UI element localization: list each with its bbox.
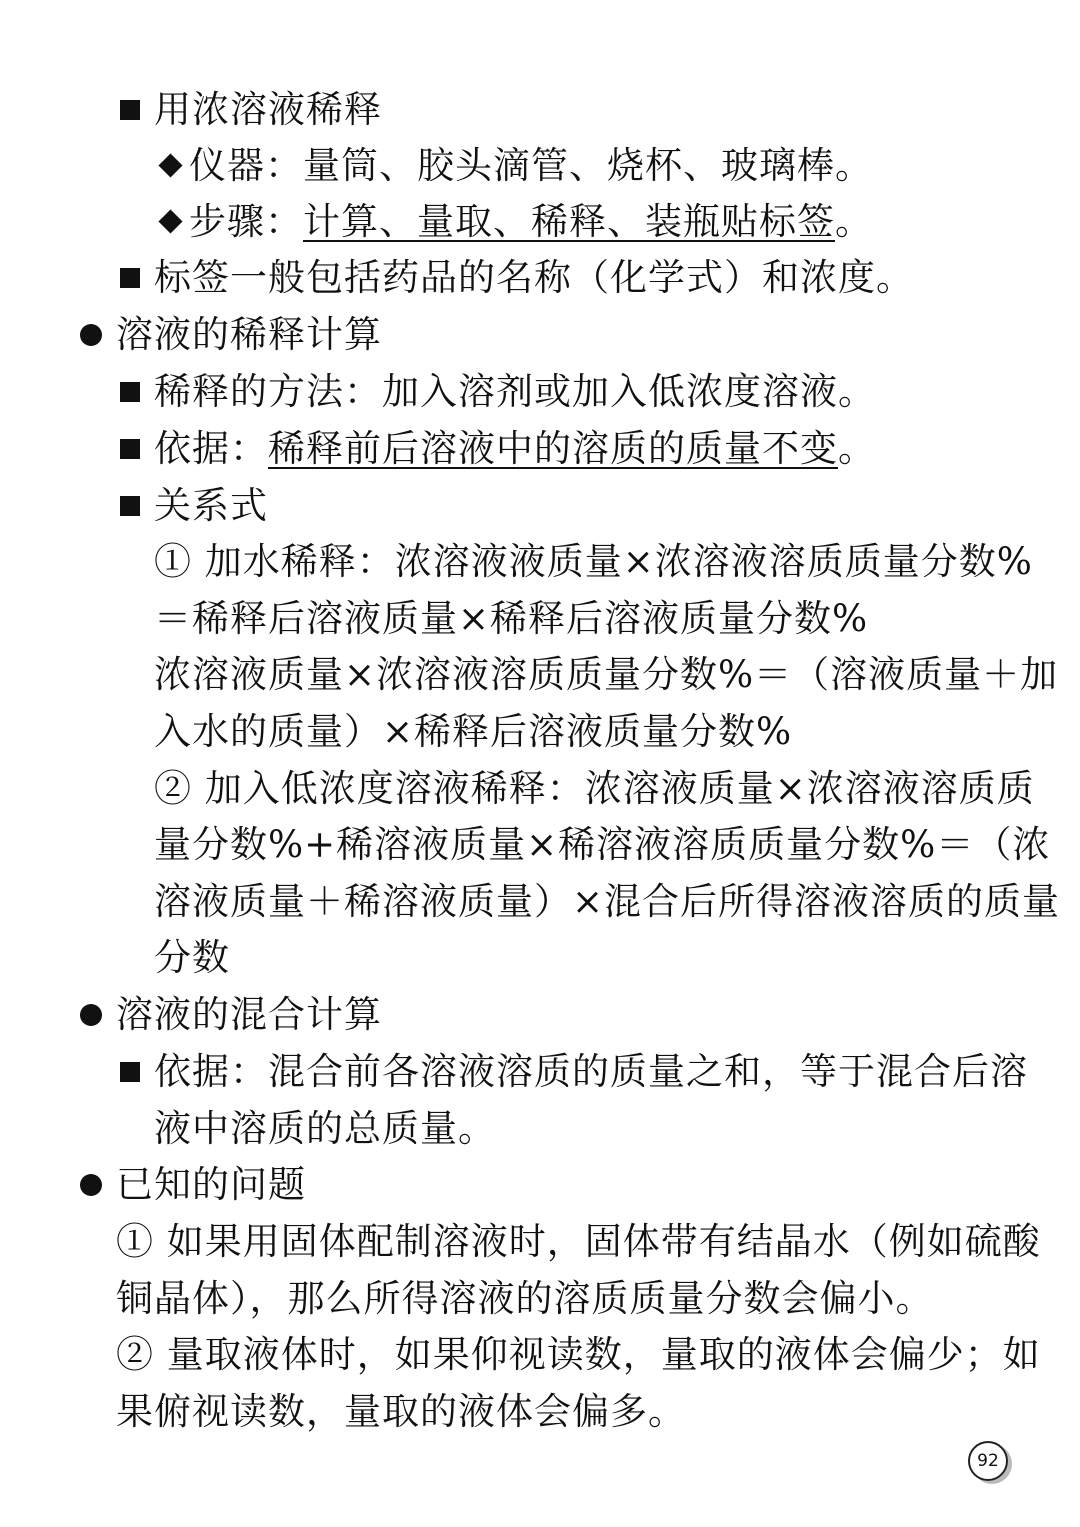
square-bullet-icon (120, 439, 140, 459)
formula-line: 溶液质量＋稀溶液质量）×混合后所得溶液溶质的质量 (154, 880, 1061, 923)
heading-mixing-calc: 溶液的混合计算 (80, 993, 382, 1037)
instruments-line: 仪器：量筒、胶头滴管、烧杯、玻璃棒。 (156, 144, 873, 188)
heading-known-issues: 已知的问题 (80, 1163, 306, 1207)
steps-underlined: 计算、量取、稀释、装瓶贴标签 (303, 200, 835, 243)
circle-bullet-icon (80, 1004, 102, 1026)
diamond-bullet-icon (158, 209, 182, 233)
formula-line: 量分数%+稀溶液质量×稀溶液溶质质量分数%＝（浓 (154, 823, 1051, 866)
circle-bullet-icon (80, 1174, 102, 1196)
diamond-bullet-icon (158, 153, 182, 177)
heading-dilution-calc: 溶液的稀释计算 (80, 313, 382, 357)
issue-line: ① 如果用固体配制溶液时，固体带有结晶水（例如硫酸 (116, 1220, 1041, 1263)
square-bullet-icon (120, 268, 140, 288)
page-number: 92 (968, 1441, 1008, 1481)
square-bullet-icon (120, 496, 140, 516)
square-bullet-icon (120, 100, 140, 120)
issue-line: 铜晶体），那么所得溶液的溶质质量分数会偏小。 (116, 1277, 934, 1320)
square-bullet-icon (120, 382, 140, 402)
basis-underlined: 稀释前后溶液中的溶质的质量不变 (268, 427, 838, 470)
subheading-dilute: 用浓溶液稀释 (120, 88, 382, 132)
mixing-basis: 依据：混合前各溶液溶质的质量之和，等于混合后溶 (120, 1050, 1028, 1094)
formula-line: ① 加水稀释：浓溶液液质量×浓溶液溶质质量分数% (154, 540, 1033, 583)
square-bullet-icon (120, 1062, 140, 1082)
formula-heading: 关系式 (120, 484, 268, 528)
formula-line: ＝稀释后溶液质量×稀释后溶液质量分数% (154, 597, 869, 640)
steps-line: 步骤：计算、量取、稀释、装瓶贴标签。 (156, 200, 873, 244)
issue-line: 果俯视读数，量取的液体会偏多。 (116, 1390, 686, 1433)
circle-bullet-icon (80, 324, 102, 346)
dilution-basis: 依据：稀释前后溶液中的溶质的质量不变。 (120, 427, 876, 471)
label-note: 标签一般包括药品的名称（化学式）和浓度。 (120, 256, 914, 300)
formula-line: ② 加入低浓度溶液稀释：浓溶液质量×浓溶液溶质质 (154, 767, 1035, 810)
formula-line: 入水的质量）×稀释后溶液质量分数% (154, 710, 793, 753)
issue-line: ② 量取液体时，如果仰视读数，量取的液体会偏少；如 (116, 1333, 1041, 1376)
formula-line: 浓溶液质量×浓溶液溶质质量分数%＝（溶液质量＋加 (154, 653, 1059, 696)
formula-line: 分数 (154, 936, 230, 979)
mixing-basis-cont: 液中溶质的总质量。 (154, 1107, 496, 1150)
dilution-method: 稀释的方法：加入溶剂或加入低浓度溶液。 (120, 370, 876, 414)
